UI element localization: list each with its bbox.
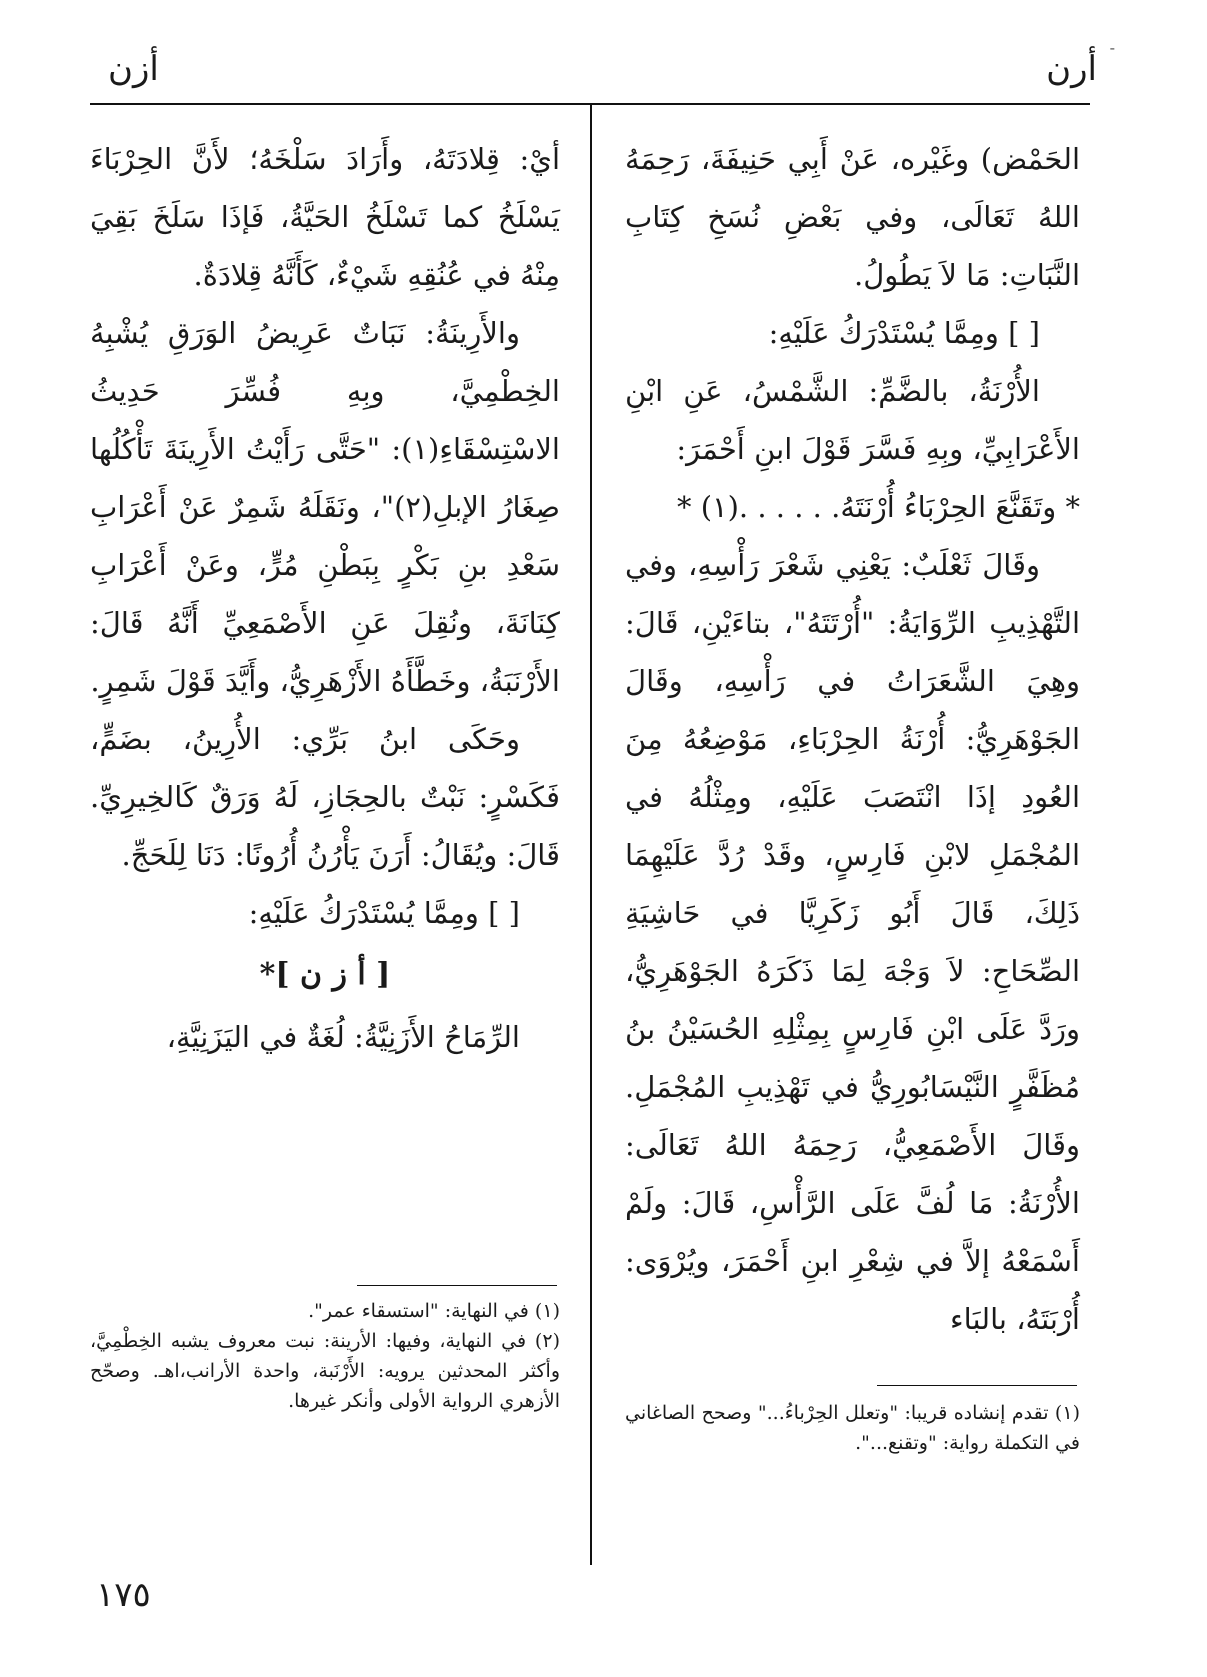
entry-heading: [ أ ز ن ]* (259, 957, 391, 992)
right-paragraph-1: الحَمْض) وغَيْره، عَنْ أَبِي حَنِيفَةَ، رَحِمَهُ اللهُ تَعَالَى، وفي بَعْضِ نُسَخِ كِتَابِ النَّبَاتِ: مَا لاَ يَطُولُ. (625, 142, 1080, 292)
right-paragraph-5: وقَالَ ثَعْلَبٌ: يَعْنِي شَعْرَ رَأْسِهِ، وفي التَّهْذِيبِ الرِّوَايَةُ: "أُرْتَتَهُ"، بتاءَيْنِ، قَالَ: وهِيَ الشَّعَرَاتُ في رَأْسِهِ، وقَالَ الجَوْهَرِيُّ: أُرْنَةُ الحِرْبَاءِ، مَوْضِعُهُ مِنَ العُودِ إذَا انْتَصَبَ عَلَيْهِ، ومِثْلُهُ في المُجْمَلِ لابْنِ فَارِسٍ، وقَدْ رُدَّ عَلَيْهِمَا ذَلِكَ، قَالَ أَبُو زَكَرِيَّا في حَاشِيَةِ الصِّحَاحِ: لاَ وَجْهَ لِمَا ذَكَرَهُ الجَوْهَرِيُّ، ورَدَّ عَلَى ابْنِ فَارِسٍ بِمِثْلِهِ الحُسَيْنُ بنُ مُظَفَّرٍ النَّيْسَابُورِيُّ في تَهْذِيبِ المُجْمَلِ. وقَالَ الأَصْمَعِيُّ، رَحِمَهُ اللهُ تَعَالَى: الأُرْنَةُ: مَا لُفَّ عَلَى الرَّأْسِ، قَالَ: ولَمْ أَسْمَعْهُ إلاَّ في شِعْرِ ابنِ أَحْمَرَ، ويُرْوَى: أُرْبَتَهُ، بالبَاء (625, 548, 1080, 1336)
footnotes-right (625, 1398, 1080, 1458)
column-divider (590, 105, 592, 1565)
running-head-right: أرن (1046, 49, 1097, 89)
footnotes-left (90, 1296, 560, 1416)
right-paragraph-3: الأُرْنَةُ، بالضَّمِّ: الشَّمْسُ، عَنِ ابْنِ الأَعْرَابِيِّ، وبِهِ فَسَّرَ قَوْلَ ابنِ أَحْمَرَ: (625, 374, 1080, 466)
footnote-right-1: (١) تقدم إنشاده قريبا: "وتعلل الحِرْباءُ..." وصحح الصاغاني في التكملة رواية: "وتقنع...". (625, 1402, 1080, 1454)
footnote-left-1: (١) في النهاية: "استسقاء عمر". (308, 1300, 560, 1322)
right-column (625, 130, 1080, 1348)
page-number: ١٧٥ (96, 1575, 151, 1615)
footnote-rule-left (357, 1285, 557, 1286)
left-column (90, 130, 560, 1066)
left-paragraph-2: والأَرِينَةُ: نَبَاتٌ عَرِيضُ الوَرَقِ يُشْبِهُ الخِطْمِيَّ، وبِهِ فُسِّرَ حَدِيثُ الاسْتِسْقَاءِ(١): "حَتَّى رَأَيْتُ الأَرِينَةَ تَأْكُلُها صِغَارُ الإبلِ(٢)"، ونَقَلَهُ شَمِرٌ عَنْ أَعْرَابِ سَعْدِ بنِ بَكْرٍ بِبَطْنِ مُرٍّ، وعَنْ أَعْرَابِ كِنَانَةَ، ونُقِلَ عَنِ الأَصْمَعِيِّ أَنَّهُ قَالَ: الأَرْنَبَةُ، وخَطَّأَهُ الأَزْهَرِيُّ، وأَيَّدَ قَوْلَ شَمِرٍ. (90, 316, 560, 698)
right-verse: * وتَقَنَّعَ الحِرْبَاءُ أُرْنَتَهُ. . . . . .(١) * (676, 490, 1080, 524)
running-head-left: أزن (108, 49, 159, 89)
footnote-rule-right (877, 1385, 1077, 1386)
left-paragraph-3: وحَكَى ابنُ بَرِّي: الأُرِينُ، بضَمٍّ، فَكَسْرٍ: نَبْتٌ بالحِجَازِ، لَهُ وَرَقٌ كَالخِيرِيِّ. قَالَ: ويُقَالُ: أَرَنَ يَأْرُنُ أُرُونًا: دَنَا لِلَحَجِّ. (90, 722, 560, 872)
left-paragraph-6: الرِّمَاحُ الأَزَنِيَّةُ: لُغَةٌ في اليَزَنِيَّةِ، (166, 1020, 520, 1054)
right-paragraph-2: [ ] ومِمَّا يُسْتَدْرَكُ عَلَيْهِ: (768, 316, 1040, 350)
left-paragraph-4: [ ] ومِمَّا يُسْتَدْرَكُ عَلَيْهِ: (248, 896, 520, 930)
footnote-left-2: (٢) في النهاية، وفيها: الأرينة: نبت معروف يشبه الخِطْمِيَّ، وأكثر المحدثين يرويه: الأَرْنَبة، واحدة الأرانب،اهـ. وصحّح الأزهري الرواية الأولى وأنكر غيرها. (90, 1330, 560, 1412)
left-paragraph-1: أيْ: قِلادَتَهُ، وأَرَادَ سَلْخَهُ؛ لأَنَّ الحِرْبَاءَ يَسْلَخُ كما تَسْلَخُ الحَيَّةُ، فَإذَا سَلَخَ بَقِيَ مِنْهُ في عُنُقِهِ شَيْءٌ، كَأَنَّهُ قِلادَةٌ. (90, 142, 560, 292)
corner-mark: - (1109, 38, 1115, 57)
